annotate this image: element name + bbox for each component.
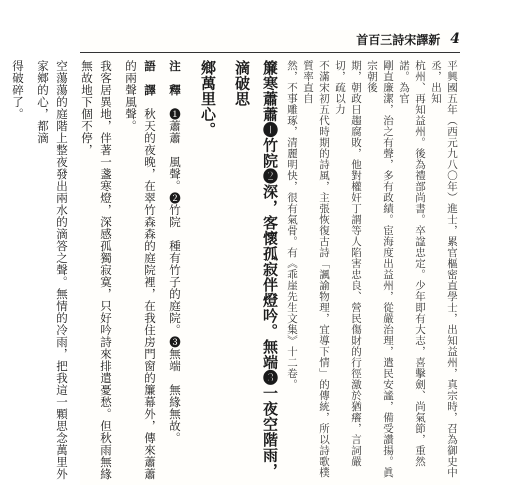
research-section — [0, 60, 2, 485]
notes-label: 注 釋 — [168, 60, 182, 96]
running-title: 首百三詩宋譯新 — [356, 32, 441, 47]
intro-line: 剛直廉潔，治之有聲，多有政績。宦海度出益州，從嚴治理，遣民安謐，備受讚揚。眞宗朝後 — [366, 60, 394, 478]
intro-line: 期，朝政日趨腐敗，他對權奸丁謂等人陷害忠良、營民傷財的行徑激於猶癢，言詞嚴切，疏以力 — [334, 60, 362, 467]
intro-line: 然，不事雕琢，清麗明快，很有氣骨。有《乖崖先生文集》十二卷。 — [286, 60, 298, 390]
translation-line: 空蕩蕩的庭階上整夜發出兩水的滴答之聲。無情的冷雨，把我這一顆思念萬里外家鄉的心，都滴 — [36, 60, 69, 480]
vertical-text-body — [11, 60, 460, 485]
intro-line: 平興國五年（西元九八〇年）進士，累官樞密直學士，出知益州，真宗時，召為御史中丞，出知 — [430, 60, 458, 478]
poem-line-1: 簾寒蕭蕭❶竹院❷深，客懷孤寂伴燈吟。無端❸一夜空階雨，滴破思 — [233, 60, 279, 479]
notes-text: ❶蕭蕭 風聲。❷竹院 種有竹子的庭院。❸無端 無緣無故。 — [168, 108, 182, 444]
translation-label: 語 譯 — [143, 60, 157, 96]
intro-line: 不滿宋初五代時期的詩風，主張恢復古詩「諷諭物理，宜導下情」的傳統，所以詩歌樸質率直自 — [302, 60, 330, 478]
translation-line: 秋天的夜晚，在翠竹森森的庭院裡，在我住房門窗的簾幕外，傳來蕭蕭的兩聲風聲。 — [124, 60, 157, 480]
notes-section — [165, 60, 184, 485]
page-header — [260, 30, 460, 48]
poem-line-2: 鄉萬里心。 — [199, 60, 217, 138]
translation-section — [121, 60, 159, 485]
book-page — [11, 30, 460, 485]
page-number: 4 — [450, 31, 460, 47]
header-rule — [80, 52, 460, 53]
translation-line: 得破碎了。 — [11, 60, 25, 120]
translation-line: 我客居異地，伴著一盞寒燈，深感孤獨寂寞，只好吟詩來排遣憂愁。但秋雨無緣無故地下個不停， — [80, 60, 113, 480]
intro-line: 杭州、再知益州。後為禮部尚書。卒諡忠定。少年即有大志，喜擊劍、尚氣節，重然諾。為官 — [398, 60, 426, 467]
